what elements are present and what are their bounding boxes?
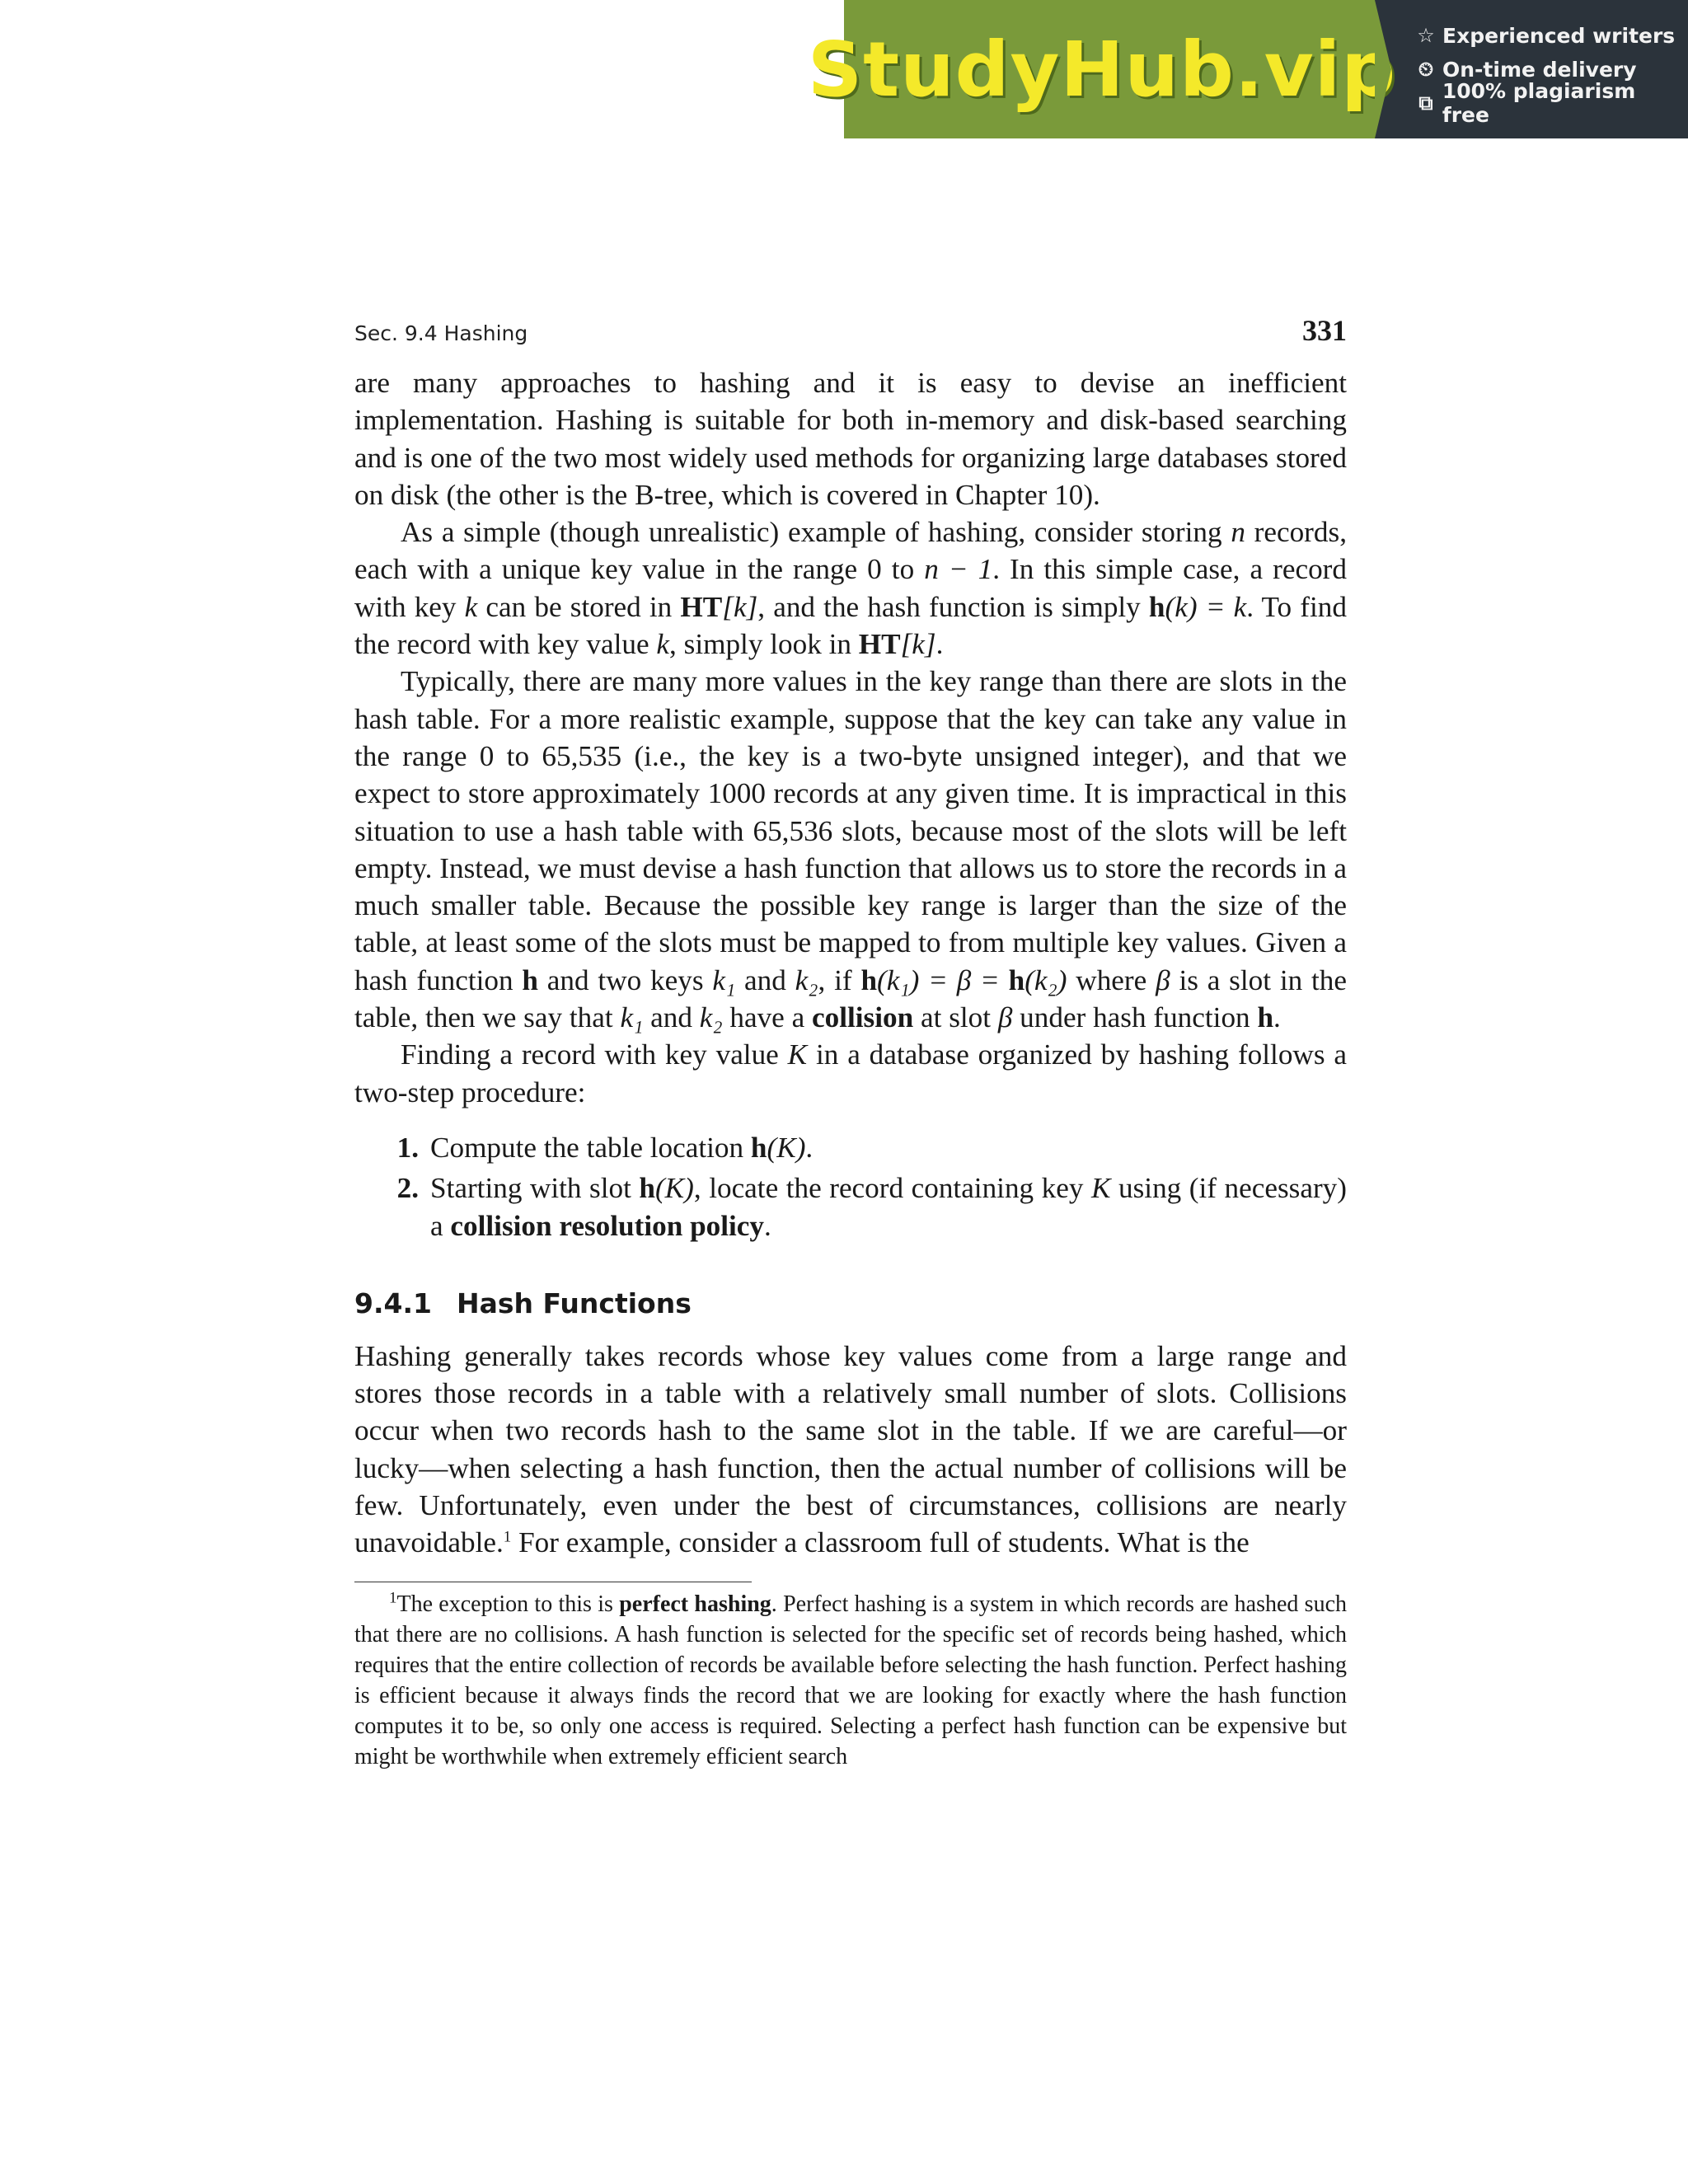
ad-banner[interactable] [807,0,1688,138]
procedure-list [354,1129,1347,1244]
feature-label: 100% plagiarism free [1442,79,1636,127]
star-icon: ☆ [1417,24,1435,47]
page-number: 331 [1302,314,1347,347]
running-header [354,313,1347,364]
paragraph-4: Finding a record with key value K in a database organized by hashing follows a two-step procedure: [354,1038,1347,1108]
feature-plagiarism-free [1414,79,1688,127]
list-item: 2. Starting with slot h(K), locate the record containing key K using (if necessary) a collision resolution policy. [396,1172,1347,1242]
subsection-title: Hash Functions [457,1286,692,1319]
subsection-heading [354,1287,1347,1319]
subsection-number: 9.4.1 [354,1286,432,1319]
section-label: Sec. 9.4 Hashing [354,321,528,345]
clock-icon: ⏲ [1418,58,1434,81]
footnote: $^1$The exception to this is perfect hashing. Perfect hashing is a system in which records are hashed such that there are no collisions. A hash function is selected for the specific set of records being hashed, which requires that the entire collection of records be available before selecting the hash function. Perfect hashing is efficient because it always finds the record that we are looking for exactly where the hash function computes it to be, so only one access is required. Selecting a perfect hash function can be expensive but might be worthwhile when extremely efficient search [354,1589,1347,1769]
book-page [354,313,1347,1772]
feature-label: On-time delivery [1442,57,1637,82]
footnote-reference[interactable]: 1 [503,1528,512,1546]
term-collision: collision [812,1001,914,1034]
copy-icon: ⧉ [1418,91,1433,115]
banner-features [1375,0,1688,138]
term-collision-resolution-policy: collision resolution policy [450,1209,765,1242]
term-perfect-hashing: perfect hashing [619,1591,771,1617]
feature-experienced-writers [1414,19,1688,53]
studyhub-logo[interactable]: StudyHub.vip [807,25,1397,114]
paragraph-1: are many approaches to hashing and it is easy to devise an inefficient implementation. Hashing is suitable for both in-memory and disk-based searching and is one of the two most widely used methods for organizing large databases stored on disk (the other is the B-tree, which is covered in Chapter 10). [354,367,1347,511]
list-item: 1. Compute the table location h(K). [396,1131,814,1164]
banner-logo-panel[interactable] [807,0,1397,138]
paragraph-5: Hashing generally takes records whose key values come from a large range and stores those records in a table with a relatively small number of slots. Collisions occur when two records hash to the same slot in the table. If we are careful—or lucky—when selecting a hash function, then the actual number of collisions will be few. Unfortunately, even under the best of circumstances, collisions are nearly unavoidable.$^1$ For example, consider a classroom full of students. What is the [354,1339,1347,1559]
paragraph-3: Typically, there are many more values in the key range than there are slots in the hash table. For a more realistic example, suppose that the key can take any value in the range 0 to 65,535 (i.e., the key is a two-byte unsigned integer), and that we expect to store approximately 1000 records at any given time. It is impractical in this situation to use a hash table with 65,536 slots, because most of the slots will be left empty. Instead, we must devise a hash function that allows us to store the records in a much smaller table. Because the possible key range is larger than the size of the table, at least some of the slots must be mapped to from multiple key values. Given a hash function h and two keys k₁ and k₂, if h(k₁) = β = h(k₂) where β is a slot in the table, then we say that k₁ and k₂ have a collision at slot β under hash function h. [354,665,1347,1034]
banner-arrow-shape [1375,0,1391,138]
feature-label: Experienced writers [1442,23,1676,48]
paragraph-2: As a simple (though unrealistic) example of hashing, consider storing n records, each with a unique key value in the range 0 to n − 1. In this simple case, a record with key k can be stored in HT[k], and the hash function is simply h(k) = k. To find the record with key value k, simply look in HT[k]. [354,516,1347,661]
